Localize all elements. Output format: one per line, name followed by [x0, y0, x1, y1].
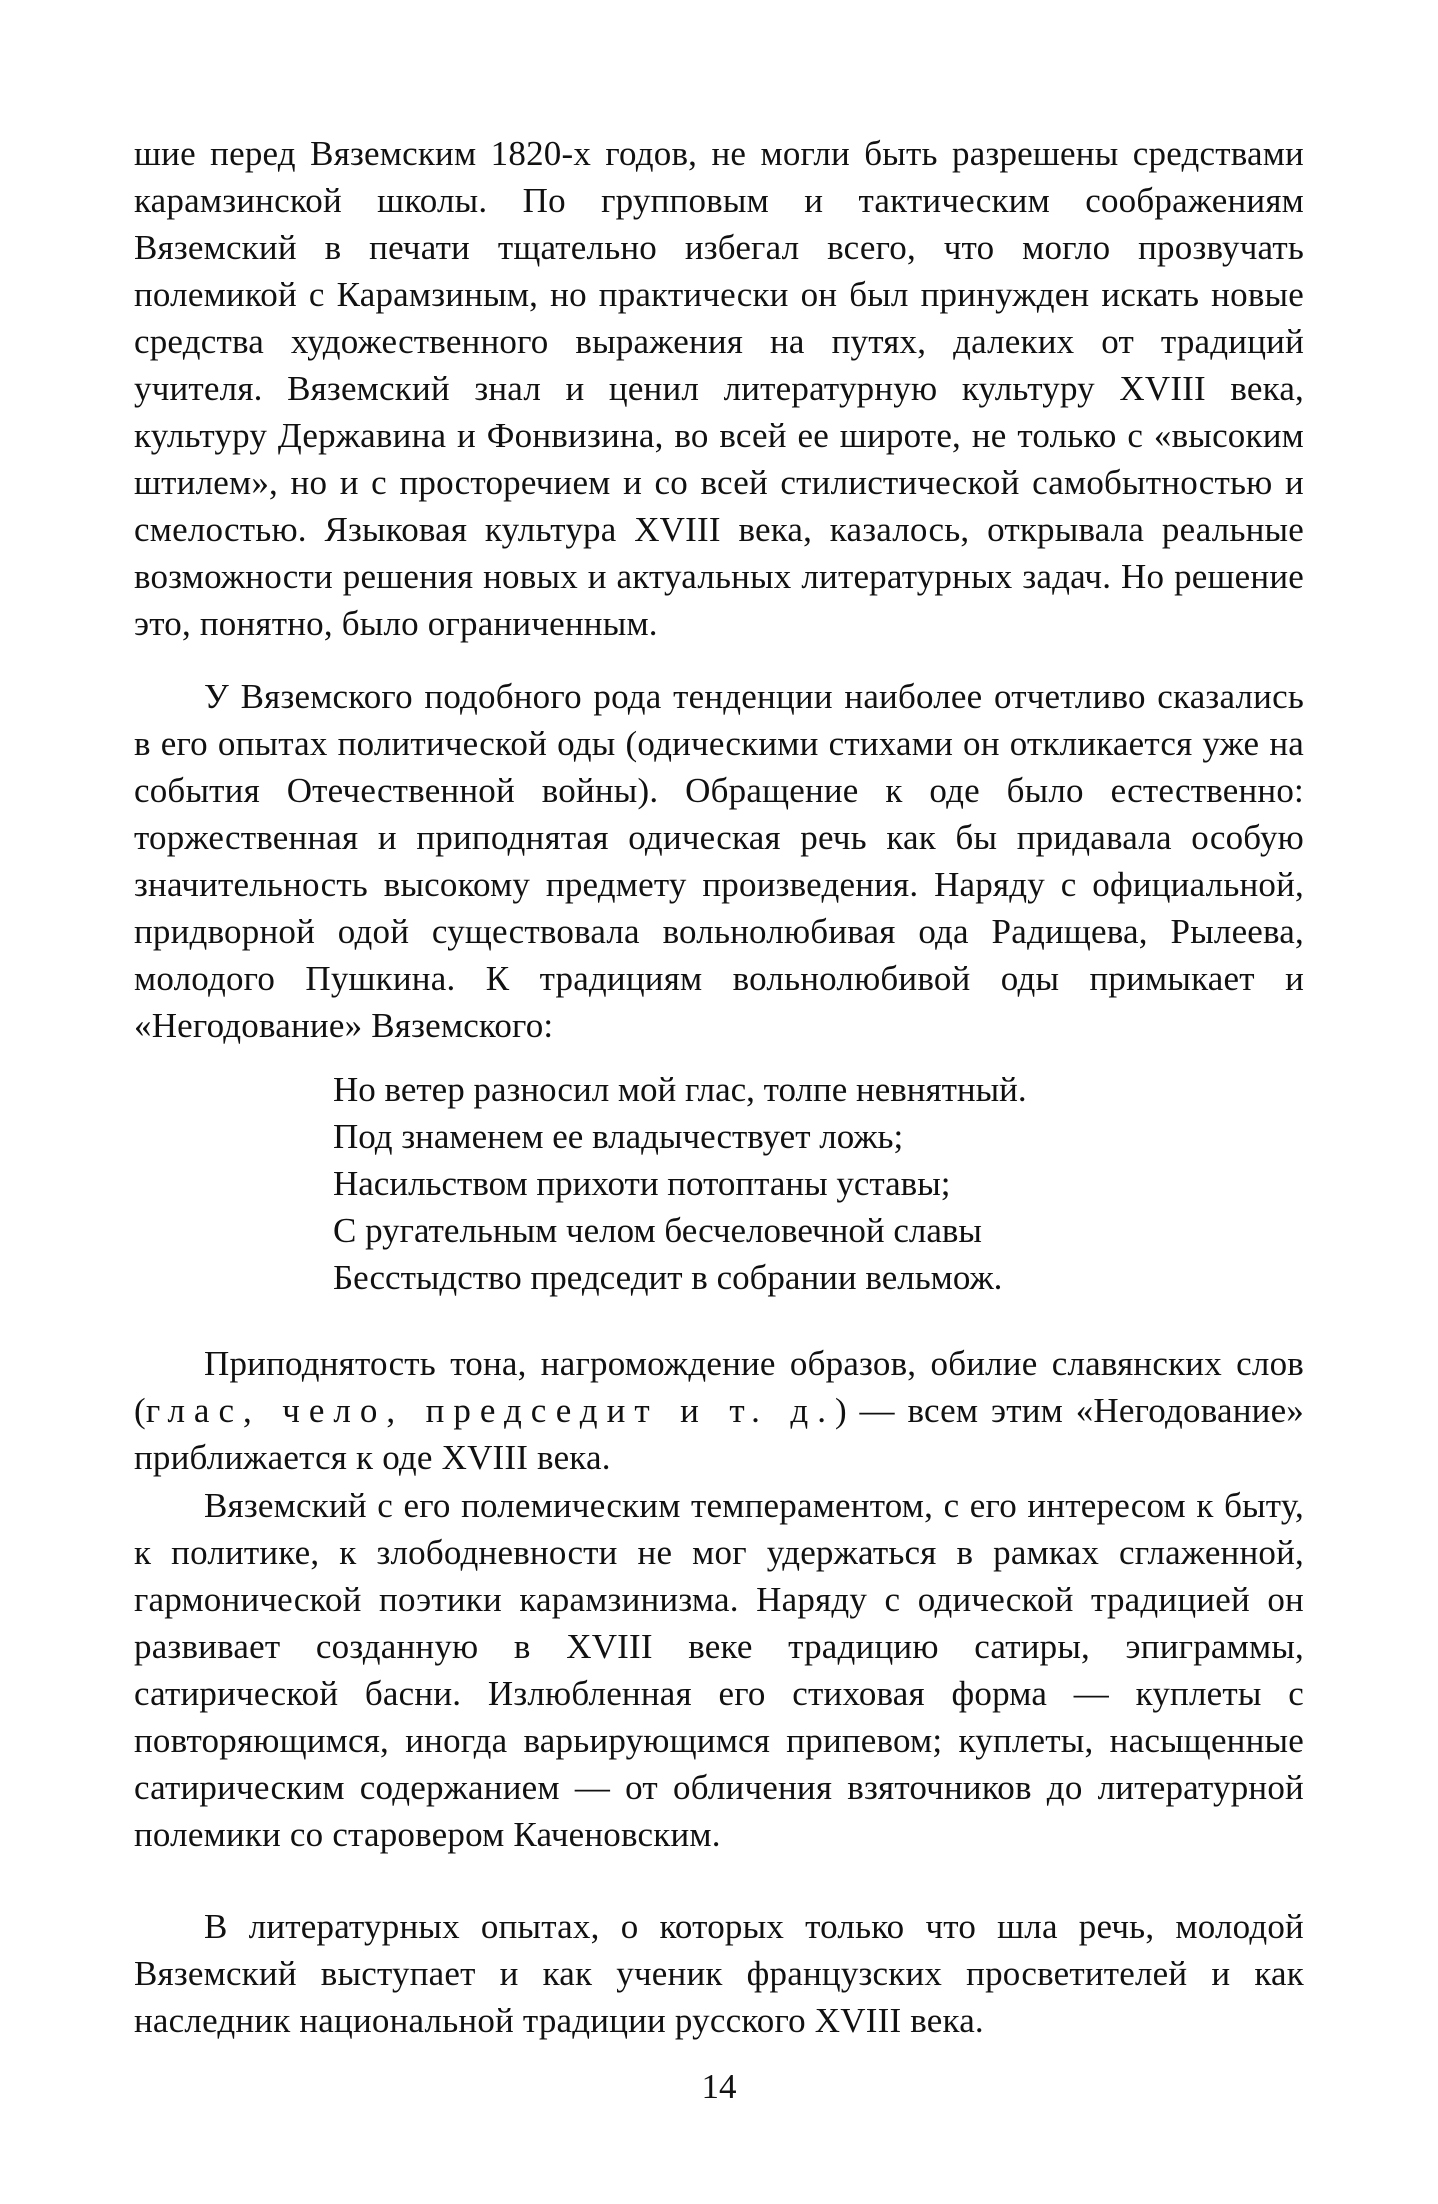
poem-quote: [333, 1066, 1233, 1301]
paragraph-satire-tradition: [134, 1482, 1304, 1858]
paragraph-text: У Вяземского подобного рода тенденции наиболее отчетливо сказались в его опытах политической оды (одическими стихами он откликается уже на события Отечественной войны). Обращение к оде было естественно: торжественная и приподнятая одическая речь как бы придавала особую значительность высокому предмету произведения. Наряду с официальной, придворной одой существовала вольнолюбивая ода Радищева, Рылеева, молодого Пушкина. К традициям вольнолюбивой оды примыкает и «Негодование» Вяземского:: [134, 677, 1304, 1045]
paragraph-text: В литературных опытах, о которых только что шла речь, молодой Вяземский выступает и как ученик французских просветителей и как наследник национальной традиции русского XVIII века.: [134, 1907, 1304, 2040]
paragraph-continuation: [134, 130, 1304, 647]
poem-line: Под знаменем ее владычествует ложь;: [333, 1117, 904, 1156]
paragraph-text: шие перед Вяземским 1820-х годов, не могли быть разрешены средствами карамзинской школы. По групповым и тактическим соображениям Вяземский в печати тщательно избегал всего, что могло прозвучать полемикой с Карамзиным, но практически он был принужден искать новые средства художественного выражения на путях, далеких от традиций учителя. Вяземский знал и ценил литературную культуру XVIII века, культуру Державина и Фонвизина, во всей ее широте, не только с «высоким штилем», но и с просторечием и со всей стилистической самобытностью и смелостью. Языковая культура XVIII века, казалось, открывала реальные возможности решения новых и актуальных литературных задач. Но решение это, понятно, было ограниченным.: [134, 134, 1304, 643]
poem-line: С ругательным челом бесчеловечной славы: [333, 1211, 982, 1250]
paragraph-ode-tradition: [134, 673, 1304, 1049]
paragraph-text: Вяземский с его полемическим темпераментом, с его интересом к быту, к политике, к злободневности не мог удержаться в рамках сглаженной, гармонической поэтики карамзинизма. Наряду с одической традицией он развивает созданную в XVIII веке традицию сатиры, эпиграммы, сатирической басни. Излюбленная его стиховая форма — куплеты с повторяющимся, иногда варьирующимся припевом; куплеты, насыщенные сатирическим содержанием — от обличения взяточников до литературной полемики со старовером Каченовским.: [134, 1486, 1304, 1854]
poem-line: Бесстыдство председит в собрании вельмож.: [333, 1258, 1003, 1297]
paragraph-text-start: Приподнятость тона, нагромождение образов, обилие славянских слов (: [134, 1344, 1304, 1430]
paragraph-conclusion: [134, 1903, 1304, 2044]
paragraph-text-end: ) — всем этим «Негодование» приближается к оде XVIII века.: [134, 1391, 1305, 1477]
page-number: 14: [701, 2067, 737, 2106]
paragraph-text: [134, 1340, 1304, 1481]
poem-line: Но ветер разносил мой глас, толпе невнятный.: [333, 1070, 1027, 1109]
poem-line: Насильством прихоти потоптаны уставы;: [333, 1164, 951, 1203]
paragraph-poem-analysis: [134, 1340, 1304, 1481]
spaced-emphasis-words: глас, чело, председит и т. д.: [145, 1391, 835, 1430]
